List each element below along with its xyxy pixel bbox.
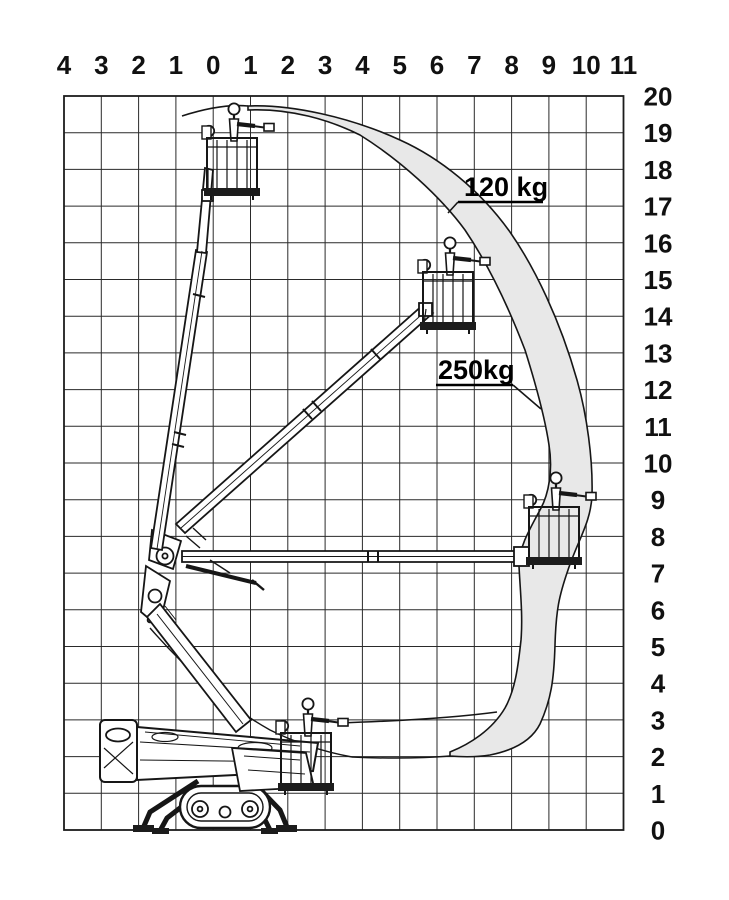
x-tick-label: 2 <box>131 50 146 80</box>
y-tick-label: 0 <box>650 815 666 846</box>
x-tick-label: 0 <box>205 50 221 80</box>
boom-vertical <box>151 168 213 550</box>
x-tick-label: 2 <box>280 50 296 80</box>
y-tick-label: 4 <box>650 668 666 699</box>
x-axis-labels <box>57 50 637 80</box>
lower-boom <box>147 604 251 732</box>
x-tick-label: 7 <box>467 50 482 80</box>
y-tick-label: 3 <box>650 705 666 736</box>
y-tick-label: 19 <box>643 118 673 149</box>
track-undercarriage <box>180 786 270 828</box>
y-tick-label: 10 <box>643 448 673 479</box>
y-tick-label: 6 <box>650 595 666 626</box>
capacity-band <box>150 106 592 758</box>
y-tick-label: 11 <box>644 411 672 442</box>
y-tick-label: 13 <box>643 338 673 369</box>
y-tick-label: 9 <box>650 485 666 516</box>
y-tick-label: 20 <box>643 81 673 112</box>
x-tick-label: 4 <box>355 50 370 80</box>
x-tick-label: 3 <box>94 50 109 80</box>
y-tick-label: 8 <box>650 521 666 552</box>
y-tick-label: 7 <box>650 558 666 589</box>
y-tick-label: 16 <box>643 228 673 259</box>
y-tick-label: 1 <box>650 778 666 809</box>
boom-45deg <box>176 303 433 548</box>
y-tick-label: 14 <box>643 301 673 332</box>
boom-horizontal <box>182 547 529 590</box>
y-tick-label: 18 <box>643 154 673 185</box>
x-tick-label: 10 <box>571 50 601 80</box>
x-tick-label: 1 <box>243 50 258 80</box>
y-axis-labels <box>644 82 673 846</box>
load-label-120kg: 120 kg <box>464 172 549 202</box>
inner-lower-limit-line <box>338 712 497 723</box>
y-tick-label: 2 <box>650 742 666 773</box>
y-tick-label: 5 <box>650 632 666 662</box>
x-tick-label: 9 <box>541 50 557 80</box>
x-tick-label: 3 <box>317 50 333 80</box>
y-tick-label: 15 <box>643 265 673 295</box>
y-tick-label: 12 <box>643 375 673 406</box>
x-tick-label: 11 <box>609 50 638 80</box>
x-tick-label: 8 <box>504 50 519 80</box>
x-tick-label: 6 <box>429 50 445 80</box>
x-tick-label: 1 <box>168 50 184 80</box>
load-label-250kg: 250kg <box>438 355 515 385</box>
x-tick-label: 5 <box>392 50 407 80</box>
x-tick-label: 4 <box>56 50 72 80</box>
y-tick-label: 17 <box>643 191 673 222</box>
